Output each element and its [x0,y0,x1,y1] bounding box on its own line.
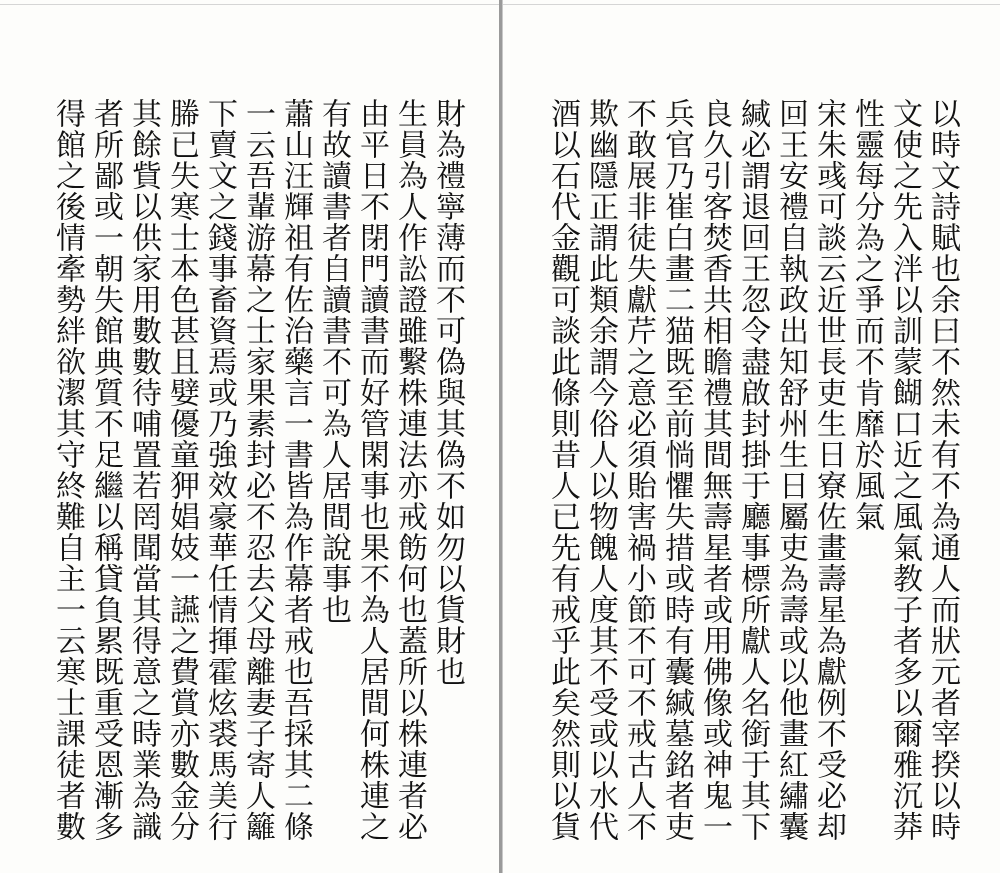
left-column-4: 有故讀書者自讀書不可為人居間說事也 [316,98,351,625]
left-column-9: 其餘貲以供家用數數待哺置若罔聞當其得意之時業為識 [126,98,161,842]
left-page-top-edge [0,0,499,5]
left-column-6: 一云吾輩游幕之士家果素封必不忍去父母離妻子寄人籬 [240,98,275,842]
right-column-2: 文使之先入泮以訓蒙餬口近之風氣教子者多以爾雅沉莽 [887,98,922,842]
right-column-8: 兵官乃崔白畫二猫既至前惝懼失措或時有囊緘墓銘者吏 [659,98,694,842]
left-column-10: 者所鄙或一朝失館典質不足繼以稱貸負累既重受恩漸多 [88,98,123,842]
left-column-11: 得館之後情牽勢絆欲潔其守終難自主一云寒士課徒者數 [50,98,85,842]
left-column-5: 蕭山汪輝祖有佐治藥言一書皆為作幕者戒也吾採其二條 [278,98,313,842]
right-column-10: 欺幽隱正謂此類余謂今俗人以物餽人度其不受或以水代 [583,98,618,842]
right-column-7: 良久引客焚香共相瞻禮其間無壽星者或用佛像或神鬼一 [697,98,732,842]
right-column-3: 性靈每分為之爭而不肯靡於風氣 [849,98,884,532]
left-column-2: 生員為人作訟證雖繫株連法亦戒飭何也蓋所以株連者必 [392,98,427,842]
left-column-1: 財為禮寧薄而不可偽與其偽不如勿以貨財也 [430,98,465,687]
right-column-11: 酒以石代金觀可談此條則昔人已先有戒乎此矣然則以貨 [545,98,580,842]
left-column-8: 幐已失寒士本色甚且嬖優童狎娼妓一讌之費賞亦數金分 [164,98,199,842]
right-page-top-edge [503,0,1000,5]
right-column-5: 回王安禮自執政出知舒州生日屬吏為壽或以他畫紅繡囊 [773,98,808,842]
left-column-3: 由平日不閉門讀書而好管閑事也果不為人居間何株連之 [354,98,389,842]
right-column-6: 緘必謂退回王忽令盡啟封掛于廳事標所獻人名銜于其下 [735,98,770,842]
right-column-9: 不敢展非徒失獻芹之意必須貽害禍小節不可不戒古人不 [621,98,656,842]
right-page [502,0,1000,873]
right-column-1: 以時文詩賦也余曰不然未有不為通人而狀元者宰揆以時 [925,98,960,842]
left-column-7: 下賣文之錢事畜資焉或乃強效豪華任情揮霍炫裘馬美行 [202,98,237,842]
right-column-4: 宋朱彧可談云近世長吏生日寮佐畫壽星為獻例不受必却 [811,98,846,842]
